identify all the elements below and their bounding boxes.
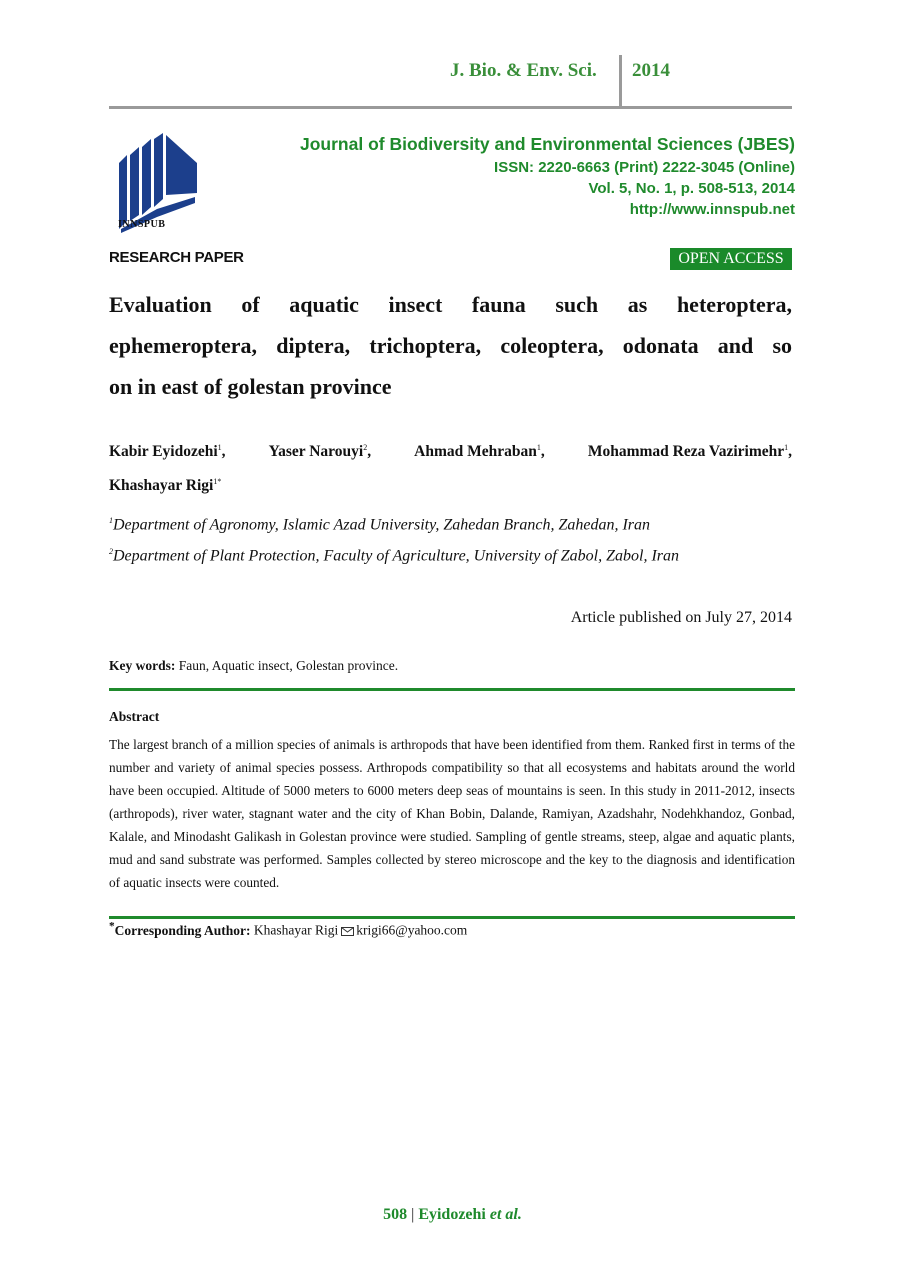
title-line-1: Evaluation of aquatic insect fauna such as heteroptera,: [109, 292, 792, 317]
footer-separator: |: [411, 1206, 415, 1223]
paper-type: RESEARCH PAPER: [109, 249, 244, 266]
paper-title: [109, 284, 792, 407]
author: Khashayar Rigi$^{1*}$: [109, 477, 222, 495]
open-access-badge: OPEN ACCESS: [670, 248, 792, 270]
keywords-divider: [109, 688, 795, 691]
header-divider-vertical: [619, 55, 622, 107]
author: Mohammad Reza Vazirimehr$^1$,: [587, 443, 792, 461]
author-line-2: [109, 467, 792, 501]
envelope-icon: [341, 927, 354, 936]
keywords-label: Key words:: [109, 658, 176, 673]
title-line-2: ephemeroptera, diptera, trichoptera, coleoptera, odonata and so: [109, 333, 792, 358]
author-line-1: [109, 433, 792, 467]
author-list: [109, 433, 792, 501]
journal-url[interactable]: http://www.innspub.net: [629, 201, 795, 218]
author: Kabir Eyidozehi$^1$,: [109, 443, 226, 461]
corresponding-label: Corresponding Author:: [114, 922, 251, 938]
abstract-text: The largest branch of a million species of animals is arthropods that have been identified from them. Ranked first in terms of the number and variety of animal species possess. Arthropods compatibility so that all ecosystems and habitats around the world have been occupied. Altitude of 5000 meters to 6000 meters deep seas of mountains is seen. In this study in 2011-2012, insects (arthropods), river water, stagnant water and the city of Khan Bobin, Dalande, Ramiyan, Azadshahr, Nodehkhandoz, Gonbad, Kalale, and Minodasht Galikash in Golestan province were studied. Sampling of gentle streams, steep, algae and aquatic plants, mud and sand substrate was performed. Samples collected by stereo microscope and the key to the diagnosis and identification of aquatic insects were counted.: [109, 737, 795, 890]
book-stack-logo: [117, 133, 201, 233]
footer-etal: et al.: [489, 1206, 522, 1223]
title-line-3: on in east of golestan province: [109, 374, 392, 399]
corresponding-author: *Corresponding Author: Khashayar Rigi krigi66@yahoo.com: [109, 920, 468, 938]
running-journal-title: J. Bio. & Env. Sci.: [450, 60, 597, 81]
author: Ahmad Mehraban$^1$,: [414, 443, 545, 461]
header-divider-horizontal: [109, 106, 792, 109]
affiliation-2: $^2$Department of Plant Protection, Faculty of Agriculture, University of Zabol, Zabol, Iran: [109, 547, 680, 565]
affiliation-1: $^1$Department of Agronomy, Islamic Azad University, Zahedan Branch, Zahedan, Iran: [109, 516, 650, 534]
publication-date: Article published on July 27, 2014: [570, 609, 792, 626]
footer-author: Eyidozehi: [418, 1206, 486, 1223]
running-year: 2014: [632, 60, 670, 81]
page-footer: [0, 1206, 905, 1224]
logo-wordmark: INNSPUB: [118, 219, 166, 230]
corresponding-name: Khashayar Rigi: [253, 922, 339, 938]
keywords-text: Faun, Aquatic insect, Golestan province.: [178, 658, 399, 673]
corresponding-email[interactable]: krigi66@yahoo.com: [356, 922, 468, 938]
author: Yaser Narouyi$^2$,: [268, 443, 372, 461]
journal-name: Journal of Biodiversity and Environmental Sciences (JBES): [300, 134, 795, 154]
abstract-divider: [109, 916, 795, 919]
keywords: [109, 658, 398, 674]
journal-volume: Vol. 5, No. 1, p. 508-513, 2014: [588, 180, 795, 197]
page-number: 508: [383, 1206, 408, 1223]
abstract-heading: Abstract: [109, 709, 160, 724]
journal-issn: ISSN: 2220-6663 (Print) 2222-3045 (Online): [494, 159, 795, 176]
